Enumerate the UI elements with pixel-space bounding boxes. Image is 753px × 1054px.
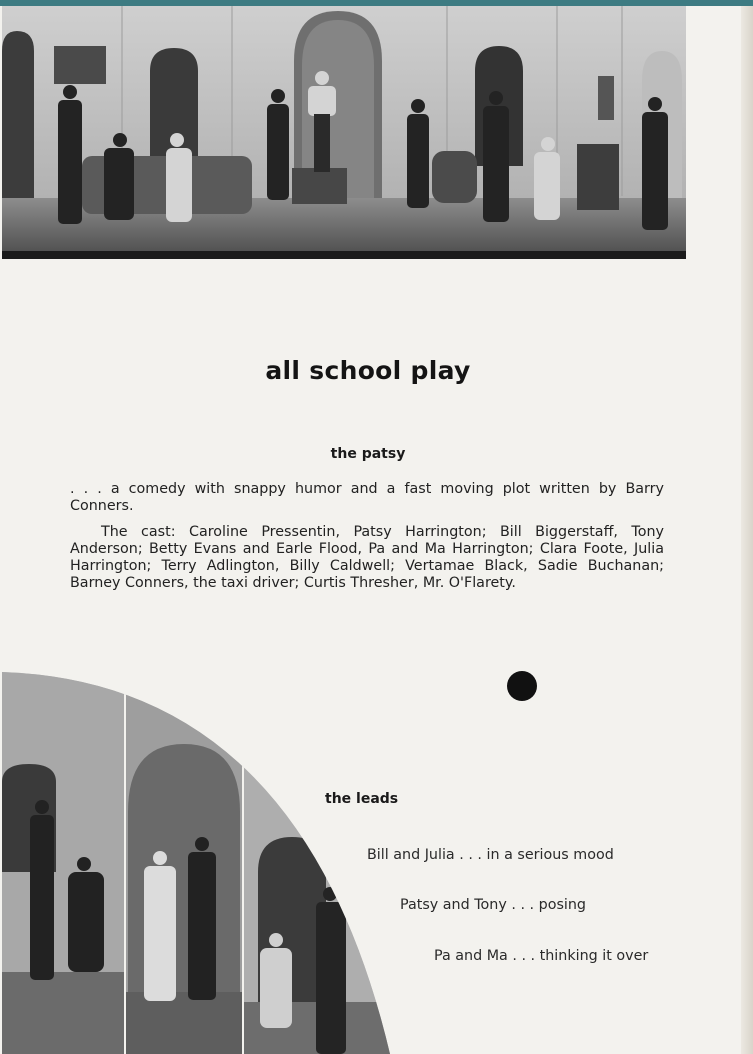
caption-patsy-tony: Patsy and Tony . . . posing: [400, 897, 587, 913]
caption-bill-julia: Bill and Julia . . . in a serious mood: [367, 847, 614, 863]
leads-heading: the leads: [325, 791, 399, 807]
stage-cast-photo: [2, 6, 686, 259]
cast-paragraph: The cast: Caroline Pressentin, Patsy Harrington; Bill Biggerstaff, Tony Anderson; Betty Evans and Earle Flood, Pa and Ma Harrington; Clara Foote, Julia Harrington; Terry Adlington, Billy Caldwell; Vertamae Black, Sadie Buchanan; Barney Conners, the taxi driver; Curtis Thresher, Mr. O'Flarety.: [70, 524, 664, 591]
leads-photo-collage: [2, 672, 390, 1054]
decorative-dot: [507, 671, 537, 701]
play-description: . . . a comedy with snappy humor and a fast moving plot written by Barry Conners.: [70, 481, 664, 514]
play-subtitle: the patsy: [330, 446, 406, 462]
page-edge-shadow: [741, 6, 753, 1054]
caption-pa-ma: Pa and Ma . . . thinking it over: [434, 948, 649, 964]
page-title: all school play: [265, 356, 471, 385]
